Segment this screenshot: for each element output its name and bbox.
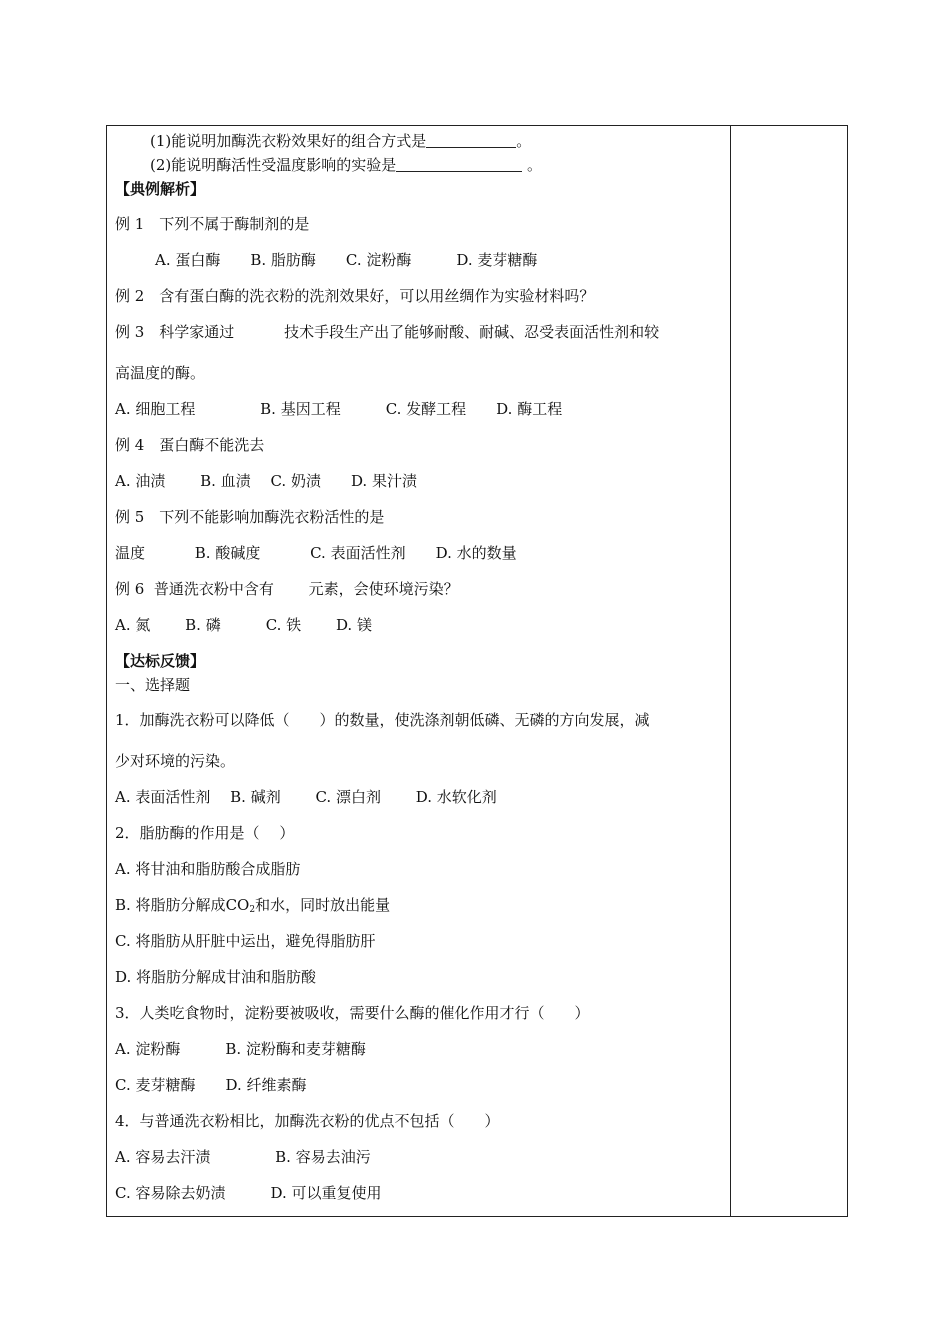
feedback-q1-cont: 少对环境的污染。 xyxy=(115,752,236,770)
subsection-choice: 一、选择题 xyxy=(115,676,191,694)
example-1-options: A. 蛋白酶 B. 脂肪酶 C. 淀粉酶 D. 麦芽糖酶 xyxy=(140,251,538,269)
example-2-question: 例 2 含有蛋白酶的洗衣粉的洗剂效果好，可以用丝绸作为实验材料吗？ xyxy=(115,287,595,305)
answer-blank-2[interactable] xyxy=(396,157,522,172)
section-header-feedback: 【达标反馈】 xyxy=(115,652,206,670)
feedback-q2-option-d: D. 将脂肪分解成甘油和脂肪酸 xyxy=(115,968,317,986)
example-5-question: 例 5 下列不能影响加酶洗衣粉活性的是 xyxy=(115,508,385,526)
feedback-q4-options-cd: C. 容易除去奶渍 D. 可以重复使用 xyxy=(115,1184,382,1202)
feedback-q2-option-a: A. 将甘油和脂肪酸合成脂肪 xyxy=(115,860,301,878)
feedback-q3-options-cd: C. 麦芽糖酶 D. 纤维素酶 xyxy=(115,1076,307,1094)
feedback-q2-option-b: B. 将脂肪分解成$CO_2$和水，同时放出能量 xyxy=(115,896,391,915)
example-4-question: 例 4 蛋白酶不能洗去 xyxy=(115,436,265,454)
feedback-q4: 4．与普通洗衣粉相比，加酶洗衣粉的优点不包括（ ） xyxy=(115,1112,500,1130)
example-3-options: A. 细胞工程 B. 基因工程 C. 发酵工程 D. 酶工程 xyxy=(115,400,563,418)
feedback-q4-options-ab: A. 容易去汗渍 B. 容易去油污 xyxy=(115,1148,371,1166)
example-3-question-cont: 高温度的酶。 xyxy=(115,364,206,382)
feedback-q1-options: A. 表面活性剂 B. 碱剂 C. 漂白剂 D. 水软化剂 xyxy=(115,788,497,806)
intro-question-1: (1)能说明加酶洗衣粉效果好的组合方式是 。 xyxy=(150,132,532,150)
feedback-q2-option-c: C. 将脂肪从肝脏中运出，避免得脂肪肝 xyxy=(115,932,376,950)
example-4-options: A. 油渍 B. 血渍 C. 奶渍 D. 果汁渍 xyxy=(115,472,417,490)
section-header-examples: 【典例解析】 xyxy=(115,180,206,198)
answer-blank-1[interactable] xyxy=(426,133,516,148)
example-1-question: 例 1 下列不属于酶制剂的是 xyxy=(115,215,310,233)
table-column-divider xyxy=(730,125,731,1217)
intro-question-2: (2)能说明酶活性受温度影响的实验是 。 xyxy=(150,156,543,174)
example-5-options: 温度 B. 酸碱度 C. 表面活性剂 D. 水的数量 xyxy=(115,544,517,562)
example-6-options: A. 氮 B. 磷 C. 铁 D. 镁 xyxy=(115,616,372,634)
feedback-q3: 3．人类吃食物时，淀粉要被吸收，需要什么酶的催化作用才行（ ） xyxy=(115,1004,590,1022)
example-6-question: 例 6 普通洗衣粉中含有 元素，会使环境污染？ xyxy=(115,580,459,598)
feedback-q3-options-ab: A. 淀粉酶 B. 淀粉酶和麦芽糖酶 xyxy=(115,1040,366,1058)
example-3-question: 例 3 科学家通过 技术手段生产出了能够耐酸、耐碱、忍受表面活性剂和较 xyxy=(115,323,660,341)
feedback-q2: 2．脂肪酶的作用是（ ） xyxy=(115,824,295,842)
feedback-q1: 1．加酶洗衣粉可以降低（ ）的数量，使洗涤剂朝低磷、无磷的方向发展，减 xyxy=(115,711,650,729)
